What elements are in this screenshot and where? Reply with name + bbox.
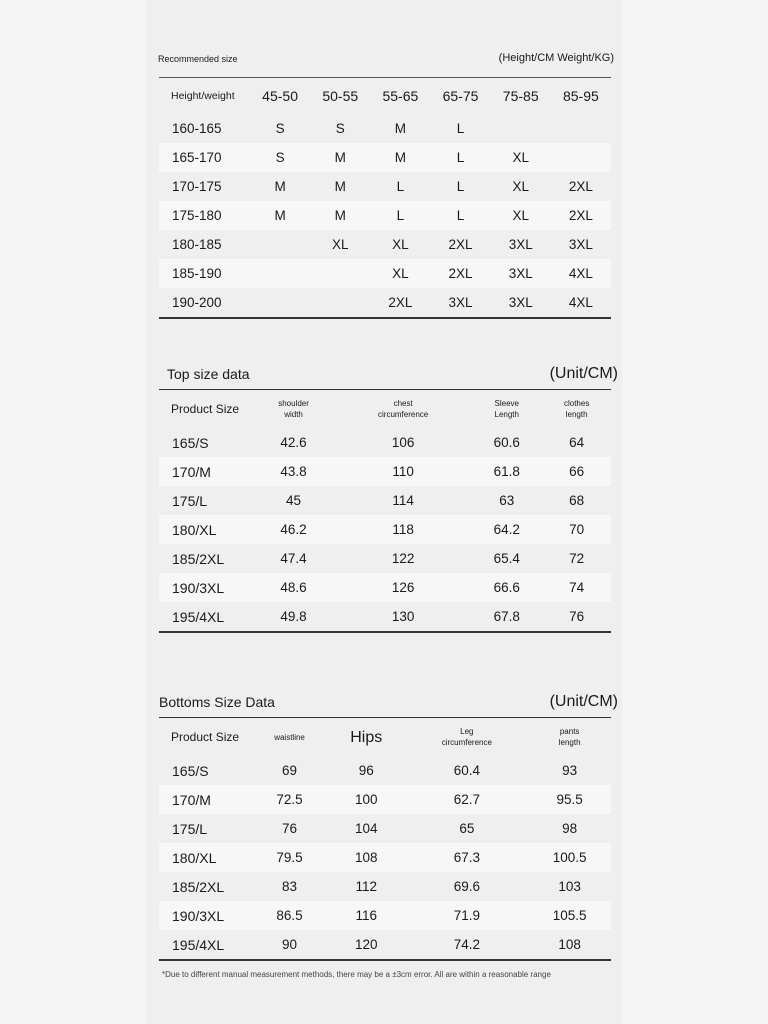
table-cell: 60.6	[493, 435, 520, 450]
table-cell: 67.3	[405, 843, 528, 872]
row-label: 185/2XL	[172, 878, 225, 895]
row-label: 175/L	[172, 492, 208, 509]
recommended-size-title: Recommended size	[158, 54, 238, 64]
table-cell: 116	[327, 901, 405, 930]
table-cell	[250, 259, 310, 288]
table-cell: M	[250, 201, 310, 230]
row-label: 190-200	[172, 295, 222, 310]
table-cell: 3XL	[448, 295, 473, 310]
column-header: 85-95	[562, 88, 599, 104]
table-cell: 83	[282, 879, 298, 894]
recommended-size-unit: (Height/CM Weight/KG)	[498, 52, 614, 64]
table-cell: 112	[355, 879, 377, 894]
table-cell: 130	[391, 609, 415, 624]
table-cell: 67.8	[493, 609, 520, 624]
table-cell: 105.5	[528, 901, 611, 930]
table-cell: 61.8	[471, 457, 542, 486]
table-row	[159, 756, 611, 785]
column-header: pants length	[558, 727, 581, 747]
table-cell: 47.4	[280, 551, 307, 566]
table-cell: M	[310, 201, 370, 230]
table-row	[159, 785, 611, 814]
column-header: Hips	[350, 728, 383, 746]
bottoms-size-unit: (Unit/CM)	[549, 693, 618, 710]
table-cell: 4XL	[551, 259, 611, 288]
table-cell: 104	[354, 821, 378, 836]
top-size-table	[159, 389, 611, 633]
table-row	[159, 486, 611, 515]
table-cell: 69.6	[453, 879, 480, 894]
table-cell: 64	[569, 435, 585, 450]
table-cell: 72	[569, 551, 585, 566]
table-cell: 108	[558, 937, 581, 952]
row-label: 180-185	[172, 237, 222, 252]
table-cell: 114	[392, 493, 414, 508]
row-label: 165/S	[172, 762, 209, 779]
table-cell: 2XL	[388, 295, 413, 310]
bottoms-size-table	[159, 717, 611, 961]
table-cell: 2XL	[568, 179, 593, 194]
table-cell: 100.5	[528, 843, 611, 872]
table-row	[159, 515, 611, 544]
table-cell: 3XL	[508, 295, 533, 310]
table-cell: 126	[335, 573, 471, 602]
row-label: 165/S	[172, 434, 209, 451]
table-cell: 2XL	[448, 237, 473, 252]
table-cell: L	[456, 179, 465, 194]
table-header-row	[159, 390, 611, 429]
table-cell	[551, 143, 611, 172]
table-cell: 98	[562, 821, 578, 836]
table-cell: M	[394, 121, 407, 136]
measurement-footnote: *Due to different manual measurement methods, there may be a ±3cm error. All are within a reasonable range	[162, 970, 551, 979]
table-cell	[250, 288, 310, 318]
table-cell: 64.2	[471, 515, 542, 544]
column-header: Sleeve Length	[494, 399, 519, 419]
table-cell: 74.2	[453, 937, 480, 952]
column-header: 50-55	[322, 88, 359, 104]
table-cell: 76	[569, 609, 585, 624]
table-cell: 65.4	[493, 551, 520, 566]
table-cell: 63	[499, 493, 515, 508]
table-header-row	[159, 718, 611, 757]
table-cell: 69	[282, 763, 298, 778]
table-cell: 46.2	[252, 515, 335, 544]
table-cell: 100	[327, 785, 405, 814]
column-header: chest circumference	[378, 399, 429, 419]
table-cell: 45	[286, 493, 302, 508]
row-label: 180/XL	[159, 515, 252, 544]
table-cell: 49.8	[280, 609, 307, 624]
table-cell: 72.5	[252, 785, 327, 814]
column-header: Leg circumference	[441, 727, 492, 747]
table-cell	[250, 230, 310, 259]
table-cell: 68	[569, 493, 585, 508]
table-cell: 3XL	[508, 237, 533, 252]
row-label: 175/L	[172, 820, 208, 837]
table-row	[159, 143, 611, 172]
table-cell	[551, 114, 611, 143]
table-cell: 60.4	[453, 763, 480, 778]
table-cell: S	[335, 121, 345, 136]
table-cell: 2XL	[430, 259, 490, 288]
table-row	[159, 901, 611, 930]
row-label: 190/3XL	[159, 901, 252, 930]
table-cell: XL	[331, 237, 349, 252]
row-label: 160-165	[172, 121, 222, 136]
table-cell: 120	[354, 937, 378, 952]
table-row	[159, 814, 611, 843]
table-cell: L	[370, 201, 430, 230]
table-row	[159, 230, 611, 259]
column-header: Product Size	[171, 401, 240, 416]
table-row	[159, 288, 611, 318]
table-cell: 66	[542, 457, 611, 486]
table-cell: S	[275, 121, 285, 136]
row-label: 195/4XL	[172, 936, 225, 953]
table-cell: 96	[358, 763, 374, 778]
table-header-row	[159, 78, 611, 115]
table-cell: 103	[558, 879, 581, 894]
column-header: Height/weight	[171, 90, 235, 102]
column-header: waistline	[274, 732, 305, 742]
row-label: 170/M	[159, 785, 252, 814]
table-cell: 48.6	[252, 573, 335, 602]
table-cell	[310, 288, 370, 318]
table-cell: L	[396, 179, 405, 194]
row-label: 175-180	[159, 201, 250, 230]
table-cell: XL	[370, 259, 430, 288]
column-header: shoulder width	[278, 399, 309, 419]
table-row	[159, 114, 611, 143]
table-cell: 42.6	[280, 435, 307, 450]
row-label: 185/2XL	[172, 550, 225, 567]
bottoms-size-title: Bottoms Size Data	[159, 694, 275, 710]
column-header: 65-75	[442, 88, 479, 104]
table-cell: 122	[391, 551, 415, 566]
table-row	[159, 843, 611, 872]
table-cell: XL	[392, 237, 409, 252]
column-header: clothes length	[563, 399, 590, 419]
table-cell: 43.8	[252, 457, 335, 486]
table-row	[159, 602, 611, 632]
column-header: Product Size	[171, 729, 240, 744]
table-cell: M	[370, 143, 430, 172]
table-cell: 86.5	[252, 901, 327, 930]
table-cell: 118	[335, 515, 471, 544]
column-header: 45-50	[262, 88, 298, 104]
column-header: 75-85	[502, 88, 539, 104]
table-cell: 90	[282, 937, 298, 952]
table-cell: 2XL	[551, 201, 611, 230]
table-cell: 66.6	[471, 573, 542, 602]
table-row	[159, 172, 611, 201]
size-chart-sheet	[146, 0, 622, 1024]
table-row	[159, 259, 611, 288]
table-cell: M	[274, 179, 286, 194]
table-cell: 74	[542, 573, 611, 602]
table-row	[159, 573, 611, 602]
table-row	[159, 457, 611, 486]
table-cell: L	[430, 143, 490, 172]
table-row	[159, 930, 611, 960]
table-row	[159, 872, 611, 901]
recommended-size-table	[159, 77, 611, 319]
row-label: 195/4XL	[172, 608, 225, 625]
table-cell: 110	[335, 457, 471, 486]
table-row	[159, 428, 611, 457]
top-size-title: Top size data	[167, 366, 250, 382]
table-cell: 76	[282, 821, 298, 836]
top-size-unit: (Unit/CM)	[549, 365, 618, 382]
table-cell: S	[250, 143, 310, 172]
table-cell: 70	[542, 515, 611, 544]
table-cell: 93	[562, 763, 578, 778]
row-label: 180/XL	[159, 843, 252, 872]
row-label: 190/3XL	[159, 573, 252, 602]
row-label: 170/M	[159, 457, 252, 486]
table-cell: 65	[459, 821, 475, 836]
table-row	[159, 201, 611, 230]
table-cell: XL	[512, 179, 529, 194]
table-cell: 79.5	[252, 843, 327, 872]
table-cell: 106	[391, 435, 415, 450]
table-cell: M	[334, 179, 346, 194]
table-cell: 108	[327, 843, 405, 872]
column-header: 55-65	[382, 88, 419, 104]
table-cell: XL	[491, 143, 551, 172]
table-cell: 3XL	[568, 237, 593, 252]
table-cell	[310, 259, 370, 288]
row-label: 185-190	[159, 259, 250, 288]
table-cell: 3XL	[491, 259, 551, 288]
table-cell: 4XL	[568, 295, 593, 310]
table-cell: L	[430, 201, 490, 230]
table-cell: 62.7	[405, 785, 528, 814]
table-cell: L	[456, 121, 465, 136]
table-cell: XL	[491, 201, 551, 230]
table-cell: 95.5	[528, 785, 611, 814]
table-cell: M	[310, 143, 370, 172]
table-cell	[491, 114, 551, 143]
row-label: 165-170	[159, 143, 250, 172]
row-label: 170-175	[172, 179, 222, 194]
table-row	[159, 544, 611, 573]
table-cell: 71.9	[405, 901, 528, 930]
